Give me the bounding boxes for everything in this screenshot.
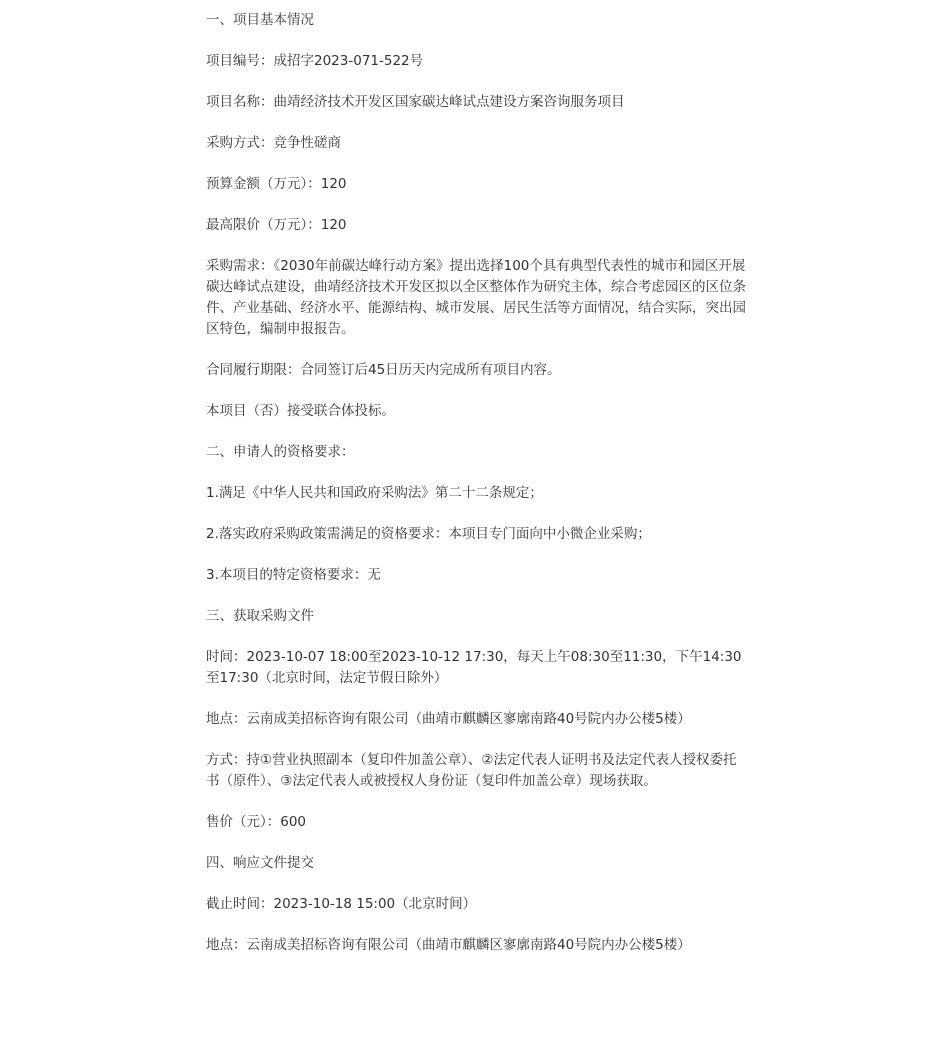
consortium-note: 本项目（否）接受联合体投标。 bbox=[206, 403, 395, 419]
submission-location: 地点：云南成美招标咨询有限公司（曲靖市麒麟区寥廓南路40号院内办公楼5楼） bbox=[206, 937, 691, 953]
project-number: 项目编号：成招字2023-071-522号 bbox=[206, 53, 424, 69]
procurement-requirement: 采购需求：《2030年前碳达峰行动方案》提出选择100个具有典型代表性的城市和园区开展碳达峰试点建设，曲靖经济技术开发区拟以全区整体作为研究主体，综合考虑园区的区位条件、产业基础、经济水平、能源结构、城市发展、居民生活等方面情况，结合实际，突出园区特色，编制申报报告。 bbox=[206, 258, 746, 337]
project-name: 项目名称：曲靖经济技术开发区国家碳达峰试点建设方案咨询服务项目 bbox=[206, 94, 625, 110]
procurement-method: 采购方式：竞争性磋商 bbox=[206, 135, 341, 151]
submission-deadline: 截止时间：2023-10-18 15:00（北京时间） bbox=[206, 896, 477, 912]
obtain-time: 时间：2023-10-07 18:00至2023-10-12 17:30，每天上午08:30至11:30，下午14:30至17:30（北京时间，法定节假日除外） bbox=[206, 649, 742, 686]
qualification-item: 1.满足《中华人民共和国政府采购法》第二十二条规定； bbox=[206, 485, 543, 501]
document-price: 售价（元）：600 bbox=[206, 814, 307, 830]
section-heading-submission: 四、响应文件提交 bbox=[206, 855, 314, 871]
qualification-item: 2.落实政府采购政策需满足的资格要求：本项目专门面向中小微企业采购； bbox=[206, 526, 651, 542]
obtain-method: 方式：持①营业执照副本（复印件加盖公章）、②法定代表人证明书及法定代表人授权委托书（原件）、③法定代表人或被授权人身份证（复印件加盖公章）现场获取。 bbox=[206, 752, 737, 789]
obtain-location: 地点：云南成美招标咨询有限公司（曲靖市麒麟区寥廓南路40号院内办公楼5楼） bbox=[206, 711, 691, 727]
budget-amount: 预算金额（万元）：120 bbox=[206, 176, 347, 192]
section-heading-basic-info: 一、项目基本情况 bbox=[206, 12, 314, 28]
max-price: 最高限价（万元）：120 bbox=[206, 217, 347, 233]
qualification-item: 3.本项目的特定资格要求：无 bbox=[206, 567, 381, 583]
section-heading-qualifications: 二、申请人的资格要求： bbox=[206, 444, 355, 460]
announcement-body bbox=[206, 10, 748, 976]
section-heading-obtain-documents: 三、获取采购文件 bbox=[206, 608, 314, 624]
contract-period: 合同履行期限：合同签订后45日历天内完成所有项目内容。 bbox=[206, 362, 561, 378]
